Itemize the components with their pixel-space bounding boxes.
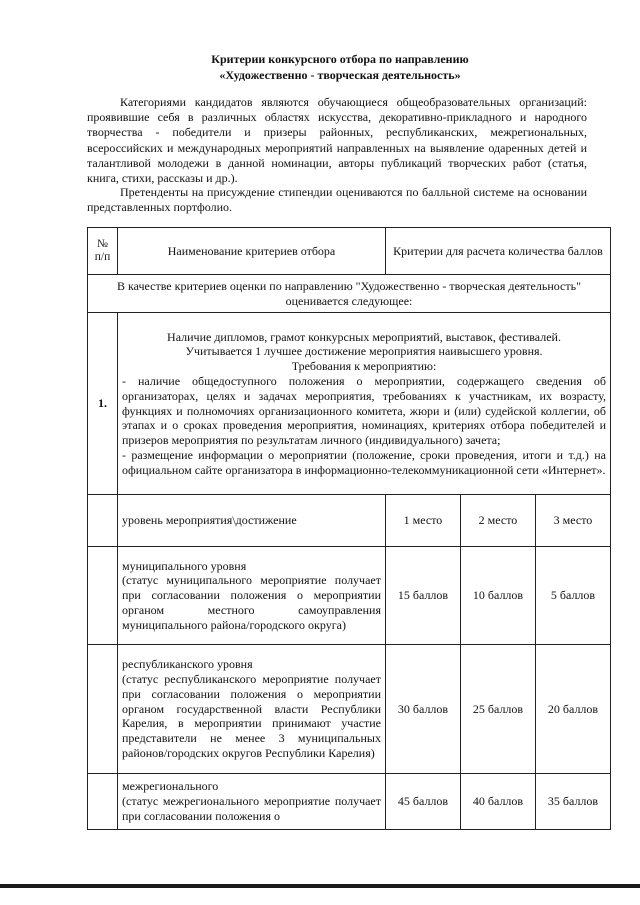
level-description-cell (118, 774, 386, 830)
empty-cell (88, 547, 118, 645)
criterion-1-line-3: Требования к мероприятию: (291, 359, 437, 374)
table-row (88, 547, 611, 645)
criterion-number: 1. (88, 313, 118, 495)
header-criteria-cell: Критерии для расчета количества баллов (386, 228, 611, 275)
section-intro-cell: В качестве критериев оценки по направлению "Художественно - творческая деятельность" оценивается следующее: (88, 275, 611, 313)
header-number-cell (88, 228, 118, 275)
section-intro-row (88, 275, 611, 313)
criterion-1-line-1: Наличие дипломов, грамот конкурсных мероприятий, выставок, фестивалей. (167, 329, 561, 344)
level-description: (статус республиканского мероприятие получает при согласовании положения о мероприятии органом государственной власти Республики Карелия, в мероприятии принимают участие представители не менее 3 муниципальных районов/городских округов Республики Карелия) (122, 672, 381, 760)
points-place-1: 45 баллов (386, 774, 461, 830)
levels-header-place-1: 1 место (386, 495, 461, 547)
criterion-1-content (118, 313, 611, 495)
points-place-2: 10 баллов (461, 547, 536, 645)
points-place-2: 40 баллов (461, 774, 536, 830)
levels-header-place-3: 3 место (536, 495, 611, 547)
table-row (88, 645, 611, 774)
level-description: (статус межрегионального мероприятие получает при согласовании положения о (122, 794, 381, 823)
document-title (70, 51, 610, 83)
title-line-1: Критерии конкурсного отбора по направлению (211, 52, 469, 66)
header-number-symbol: № (97, 238, 108, 250)
levels-header-label: уровень мероприятия\достижение (118, 495, 386, 547)
scan-edge-divider (0, 884, 640, 888)
empty-cell (88, 774, 118, 830)
points-place-1: 30 баллов (386, 645, 461, 774)
points-place-3: 5 баллов (536, 547, 611, 645)
level-title: межрегионального (122, 779, 219, 794)
title-line-2: «Художественно - творческая деятельность» (219, 68, 461, 82)
table-row (88, 774, 611, 830)
points-place-2: 25 баллов (461, 645, 536, 774)
criterion-1-requirement-1: - наличие общедоступного положения о мероприятии, содержащего сведения об организаторах, целях и задачах мероприятия, требованиях к участникам, их возрасту, функциях и полномочиях организационного комитета, жюри и (или) судейской коллегии, об этапах и о сроках проведения мероприятия, номинациях, критериях отбора победителей и призеров мероприятия по результатам личного (индивидуального) зачета; (122, 373, 606, 448)
header-name-cell: Наименование критериев отбора (118, 228, 386, 275)
criterion-1-row (88, 313, 611, 495)
levels-header-place-2: 2 место (461, 495, 536, 547)
points-place-3: 35 баллов (536, 774, 611, 830)
level-description-cell (118, 547, 386, 645)
level-description-cell (118, 645, 386, 774)
levels-header-row (88, 495, 611, 547)
level-title: республиканского уровня (122, 657, 253, 672)
second-paragraph: Претенденты на присуждение стипендии оцениваются по балльной системе на основании представленных портфолио. (87, 185, 587, 215)
points-place-1: 15 баллов (386, 547, 461, 645)
empty-cell (88, 645, 118, 774)
intro-paragraph: Категориями кандидатов являются обучающиеся общеобразовательных организаций: проявившие себя в различных областях искусства, декоративно-прикладного и народного творчества - победители и призеры районных, республиканских, межрегиональных, всероссийских и международных мероприятий направленных на выявление одаренных детей и талантливой молодежи в данной номинации, авторы публикаций творческих работ (статья, книга, стихи, рассказы и др.). (87, 95, 587, 186)
empty-cell (88, 495, 118, 547)
table-header-row (88, 228, 611, 275)
level-title: муниципального уровня (122, 558, 247, 573)
header-number-abbr: п/п (94, 251, 111, 263)
level-description: (статус муниципального мероприятие получает при согласовании положения о мероприятии органом местного самоуправления муниципального района/городского округа) (122, 573, 381, 632)
points-place-3: 20 баллов (536, 645, 611, 774)
criterion-1-requirement-2: - размещение информации о мероприятии (положение, сроки проведения, итоги и т.д.) на официальном сайте организатора в информационно-телекоммуникационной сети «Интернет». (122, 447, 606, 477)
criteria-table (87, 227, 611, 830)
criterion-1-line-2: Учитывается 1 лучшее достижение мероприятия наивысшего уровня. (185, 344, 543, 359)
